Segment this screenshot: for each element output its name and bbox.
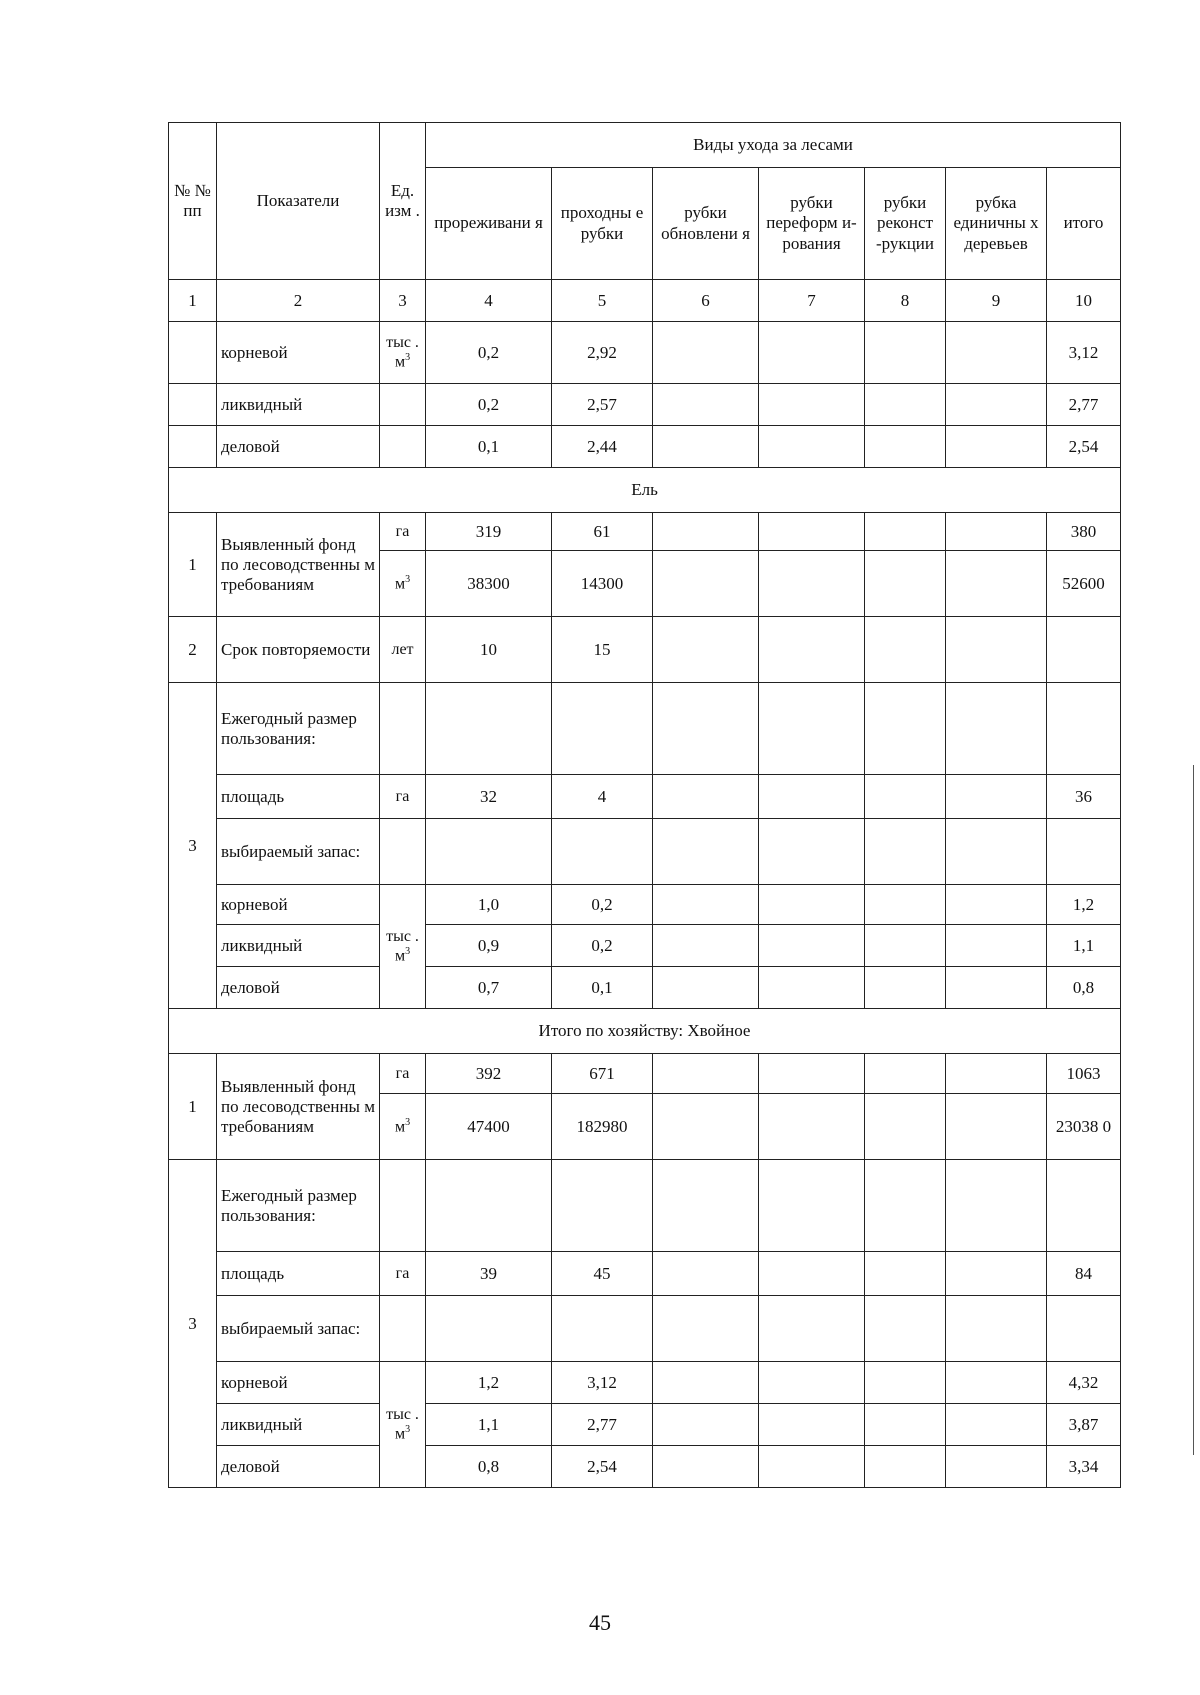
table-row xyxy=(169,1160,1121,1252)
value-cell: 392 xyxy=(426,1054,552,1094)
row-label: корневой xyxy=(217,322,380,384)
total-cell: 1,1 xyxy=(1047,925,1121,967)
value-cell: 2,54 xyxy=(552,1446,653,1488)
value-cell: 2,44 xyxy=(552,426,653,468)
table-row xyxy=(169,775,1121,819)
value-cell: 1,2 xyxy=(426,1362,552,1404)
header-unit: Ед. изм . xyxy=(380,123,426,280)
total-cell: 3,12 xyxy=(1047,322,1121,384)
value-cell: 0,1 xyxy=(426,426,552,468)
section-row xyxy=(169,1009,1121,1054)
table-row xyxy=(169,967,1121,1009)
index-cell: 8 xyxy=(865,280,946,322)
row-label: деловой xyxy=(217,967,380,1009)
row-label: деловой xyxy=(217,1446,380,1488)
total-cell: 0,8 xyxy=(1047,967,1121,1009)
row-num: 2 xyxy=(169,617,217,683)
unit-cell: тыс . $м^3$ xyxy=(380,1362,426,1488)
index-cell: 9 xyxy=(946,280,1047,322)
value-cell: 3,12 xyxy=(552,1362,653,1404)
value-cell: 4 xyxy=(552,775,653,819)
value-cell: 15 xyxy=(552,617,653,683)
total-cell: 1063 xyxy=(1047,1054,1121,1094)
row-label: Срок повторяемости xyxy=(217,617,380,683)
unit-cell: $м^3$ xyxy=(380,551,426,617)
index-cell: 6 xyxy=(653,280,759,322)
unit-cell: $м^3$ xyxy=(380,1094,426,1160)
row-num: 1 xyxy=(169,1054,217,1160)
unit-cell: га xyxy=(380,513,426,551)
scan-edge-line xyxy=(1193,765,1194,1455)
value-cell: 0,7 xyxy=(426,967,552,1009)
unit-cell: га xyxy=(380,1252,426,1296)
header-num: № № пп xyxy=(169,123,217,280)
total-cell: 23038 0 xyxy=(1047,1094,1121,1160)
table-row xyxy=(169,1362,1121,1404)
index-cell: 7 xyxy=(759,280,865,322)
total-cell: 380 xyxy=(1047,513,1121,551)
row-num: 3 xyxy=(169,683,217,1009)
value-cell: 0,8 xyxy=(426,1446,552,1488)
row-label: ликвидный xyxy=(217,925,380,967)
total-cell: 3,87 xyxy=(1047,1404,1121,1446)
value-cell: 671 xyxy=(552,1054,653,1094)
value-cell: 0,9 xyxy=(426,925,552,967)
value-cell: 10 xyxy=(426,617,552,683)
value-cell: 0,1 xyxy=(552,967,653,1009)
table-row xyxy=(169,426,1121,468)
table-row xyxy=(169,1446,1121,1488)
row-num: 1 xyxy=(169,513,217,617)
value-cell: 1,0 xyxy=(426,885,552,925)
index-cell: 10 xyxy=(1047,280,1121,322)
header-col-renewal: рубки обновлени я xyxy=(653,168,759,280)
row-label: Выявленный фонд по лесоводственны м требованиям xyxy=(217,1054,380,1160)
header-col-thinning: прореживани я xyxy=(426,168,552,280)
value-cell: 2,92 xyxy=(552,322,653,384)
section-title-total: Итого по хозяйству: Хвойное xyxy=(169,1009,1121,1054)
value-cell: 45 xyxy=(552,1252,653,1296)
row-label: выбираемый запас: xyxy=(217,1296,380,1362)
row-label: корневой xyxy=(217,1362,380,1404)
value-cell: 61 xyxy=(552,513,653,551)
row-label: площадь xyxy=(217,775,380,819)
value-cell: 182980 xyxy=(552,1094,653,1160)
table-row xyxy=(169,819,1121,885)
index-row xyxy=(169,280,1121,322)
header-indicators: Показатели xyxy=(217,123,380,280)
table-row xyxy=(169,1252,1121,1296)
total-cell: 2,54 xyxy=(1047,426,1121,468)
forest-care-table xyxy=(168,122,1121,1488)
header-col-reformation: рубки переформ и-рования xyxy=(759,168,865,280)
table-row xyxy=(169,925,1121,967)
value-cell: 2,77 xyxy=(552,1404,653,1446)
index-cell: 3 xyxy=(380,280,426,322)
row-label: площадь xyxy=(217,1252,380,1296)
total-cell: 2,77 xyxy=(1047,384,1121,426)
row-label: Ежегодный размер пользования: xyxy=(217,683,380,775)
section-row xyxy=(169,468,1121,513)
total-cell: 1,2 xyxy=(1047,885,1121,925)
unit-cell: тыс . $м^3$ xyxy=(380,885,426,1009)
section-title-spruce: Ель xyxy=(169,468,1121,513)
unit-cell: тыс . $м^3$ xyxy=(380,322,426,384)
value-cell: 0,2 xyxy=(426,322,552,384)
header-col-total: итого xyxy=(1047,168,1121,280)
table-row xyxy=(169,384,1121,426)
header-col-passage: проходны е рубки xyxy=(552,168,653,280)
value-cell: 0,2 xyxy=(552,925,653,967)
value-cell: 0,2 xyxy=(426,384,552,426)
row-label: Выявленный фонд по лесоводственны м требованиям xyxy=(217,513,380,617)
header-col-reconstruction: рубки реконст -рукции xyxy=(865,168,946,280)
row-num: 3 xyxy=(169,1160,217,1488)
row-label: корневой xyxy=(217,885,380,925)
row-label: Ежегодный размер пользования: xyxy=(217,1160,380,1252)
total-cell: 84 xyxy=(1047,1252,1121,1296)
total-cell: 52600 xyxy=(1047,551,1121,617)
row-label: выбираемый запас: xyxy=(217,819,380,885)
total-cell: 3,34 xyxy=(1047,1446,1121,1488)
table-row xyxy=(169,1404,1121,1446)
unit-cell: га xyxy=(380,1054,426,1094)
index-cell: 5 xyxy=(552,280,653,322)
table-row xyxy=(169,885,1121,925)
header-group: Виды ухода за лесами xyxy=(426,123,1121,168)
value-cell: 1,1 xyxy=(426,1404,552,1446)
table-row xyxy=(169,683,1121,775)
row-label: ликвидный xyxy=(217,1404,380,1446)
value-cell: 32 xyxy=(426,775,552,819)
table-row xyxy=(169,322,1121,384)
unit-cell: га xyxy=(380,775,426,819)
table-row xyxy=(169,617,1121,683)
total-cell: 36 xyxy=(1047,775,1121,819)
row-label: деловой xyxy=(217,426,380,468)
value-cell: 39 xyxy=(426,1252,552,1296)
table-row xyxy=(169,513,1121,551)
value-cell: 47400 xyxy=(426,1094,552,1160)
value-cell: 0,2 xyxy=(552,885,653,925)
header-col-single-trees: рубка единичны х деревьев xyxy=(946,168,1047,280)
value-cell: 2,57 xyxy=(552,384,653,426)
total-cell: 4,32 xyxy=(1047,1362,1121,1404)
index-cell: 1 xyxy=(169,280,217,322)
value-cell: 319 xyxy=(426,513,552,551)
table-row xyxy=(169,1296,1121,1362)
page-number: 45 xyxy=(589,1610,611,1635)
index-cell: 2 xyxy=(217,280,380,322)
unit-cell: лет xyxy=(380,617,426,683)
index-cell: 4 xyxy=(426,280,552,322)
value-cell: 38300 xyxy=(426,551,552,617)
row-label: ликвидный xyxy=(217,384,380,426)
value-cell: 14300 xyxy=(552,551,653,617)
table-row xyxy=(169,1054,1121,1094)
